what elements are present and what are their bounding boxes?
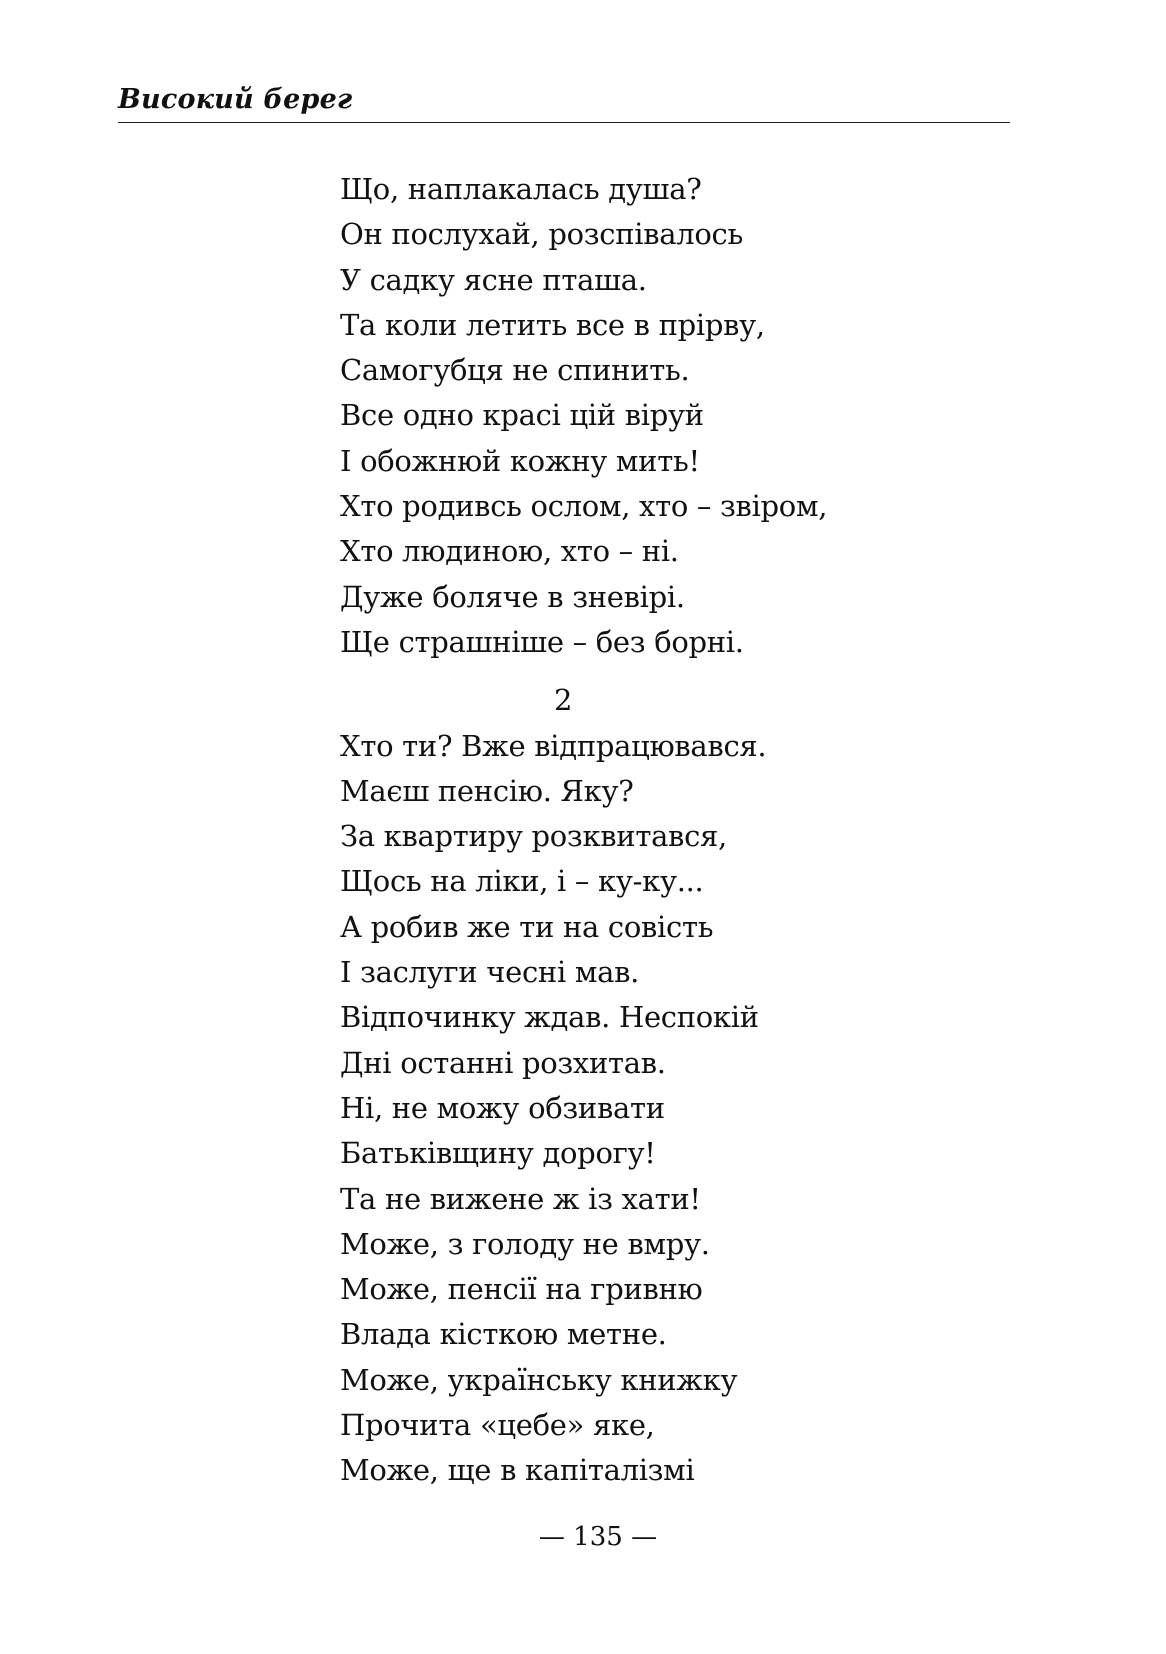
poem-line: Хто людиною, хто – ні. [340, 534, 679, 569]
running-header [118, 82, 1010, 123]
page-number: — 135 — [538, 1522, 658, 1552]
poem-line: Щось на ліки, і – ку-ку... [340, 864, 704, 899]
poem-line: Он послухай, розспівалось [340, 217, 743, 252]
section-number: 2 [554, 683, 573, 718]
stanza-2 [340, 724, 1000, 1494]
poem-line: Маєш пенсію. Яку? [340, 773, 634, 808]
book-title: Високий берег [118, 84, 353, 115]
poem-line: Ні, не можу обзивати [340, 1090, 665, 1125]
poem-line: Може, ще в капіталізмі [340, 1453, 695, 1488]
poem-line: Хто ти? Вже відпрацювався. [340, 728, 767, 763]
poem-line: І обожнюй кожну мить! [340, 443, 700, 478]
poem-line: Може, пенсії на гривню [340, 1272, 703, 1307]
poem-line: Дні останні розхитав. [340, 1045, 666, 1080]
poem-line: А робив же ти на совість [340, 909, 714, 944]
poem-body [340, 167, 1000, 1494]
poem-line: Самогубця не спинить. [340, 353, 690, 388]
poem-line: За квартиру розквитався, [340, 819, 727, 854]
poem-line: Та коли летить все в прірву, [340, 307, 765, 342]
poem-line: Може, українську книжку [340, 1362, 738, 1397]
poem-line: Хто родивсь ослом, хто – звіром, [340, 489, 828, 524]
poem-line: І заслуги чесні мав. [340, 955, 640, 990]
poem-line: Дуже боляче в зневірі. [340, 579, 685, 614]
poem-line: Може, з голоду не вмру. [340, 1226, 710, 1261]
poem-line: Все одно красі цій віруй [340, 398, 704, 433]
poem-line: Батьківщину дорогу! [340, 1136, 656, 1171]
poem-line: Відпочинку ждав. Неспокій [340, 1000, 759, 1035]
poem-line: Влада кісткою метне. [340, 1317, 667, 1352]
poem-line: У садку ясне пташа. [340, 262, 647, 297]
poem-line: Та не вижене ж із хати! [340, 1181, 701, 1216]
poem-line: Ще страшніше – без борні. [340, 624, 744, 659]
poem-line: Прочита «цебе» яке, [340, 1408, 655, 1443]
stanza-1 [340, 167, 1000, 665]
poem-line: Що, наплакалась душа? [340, 172, 702, 206]
